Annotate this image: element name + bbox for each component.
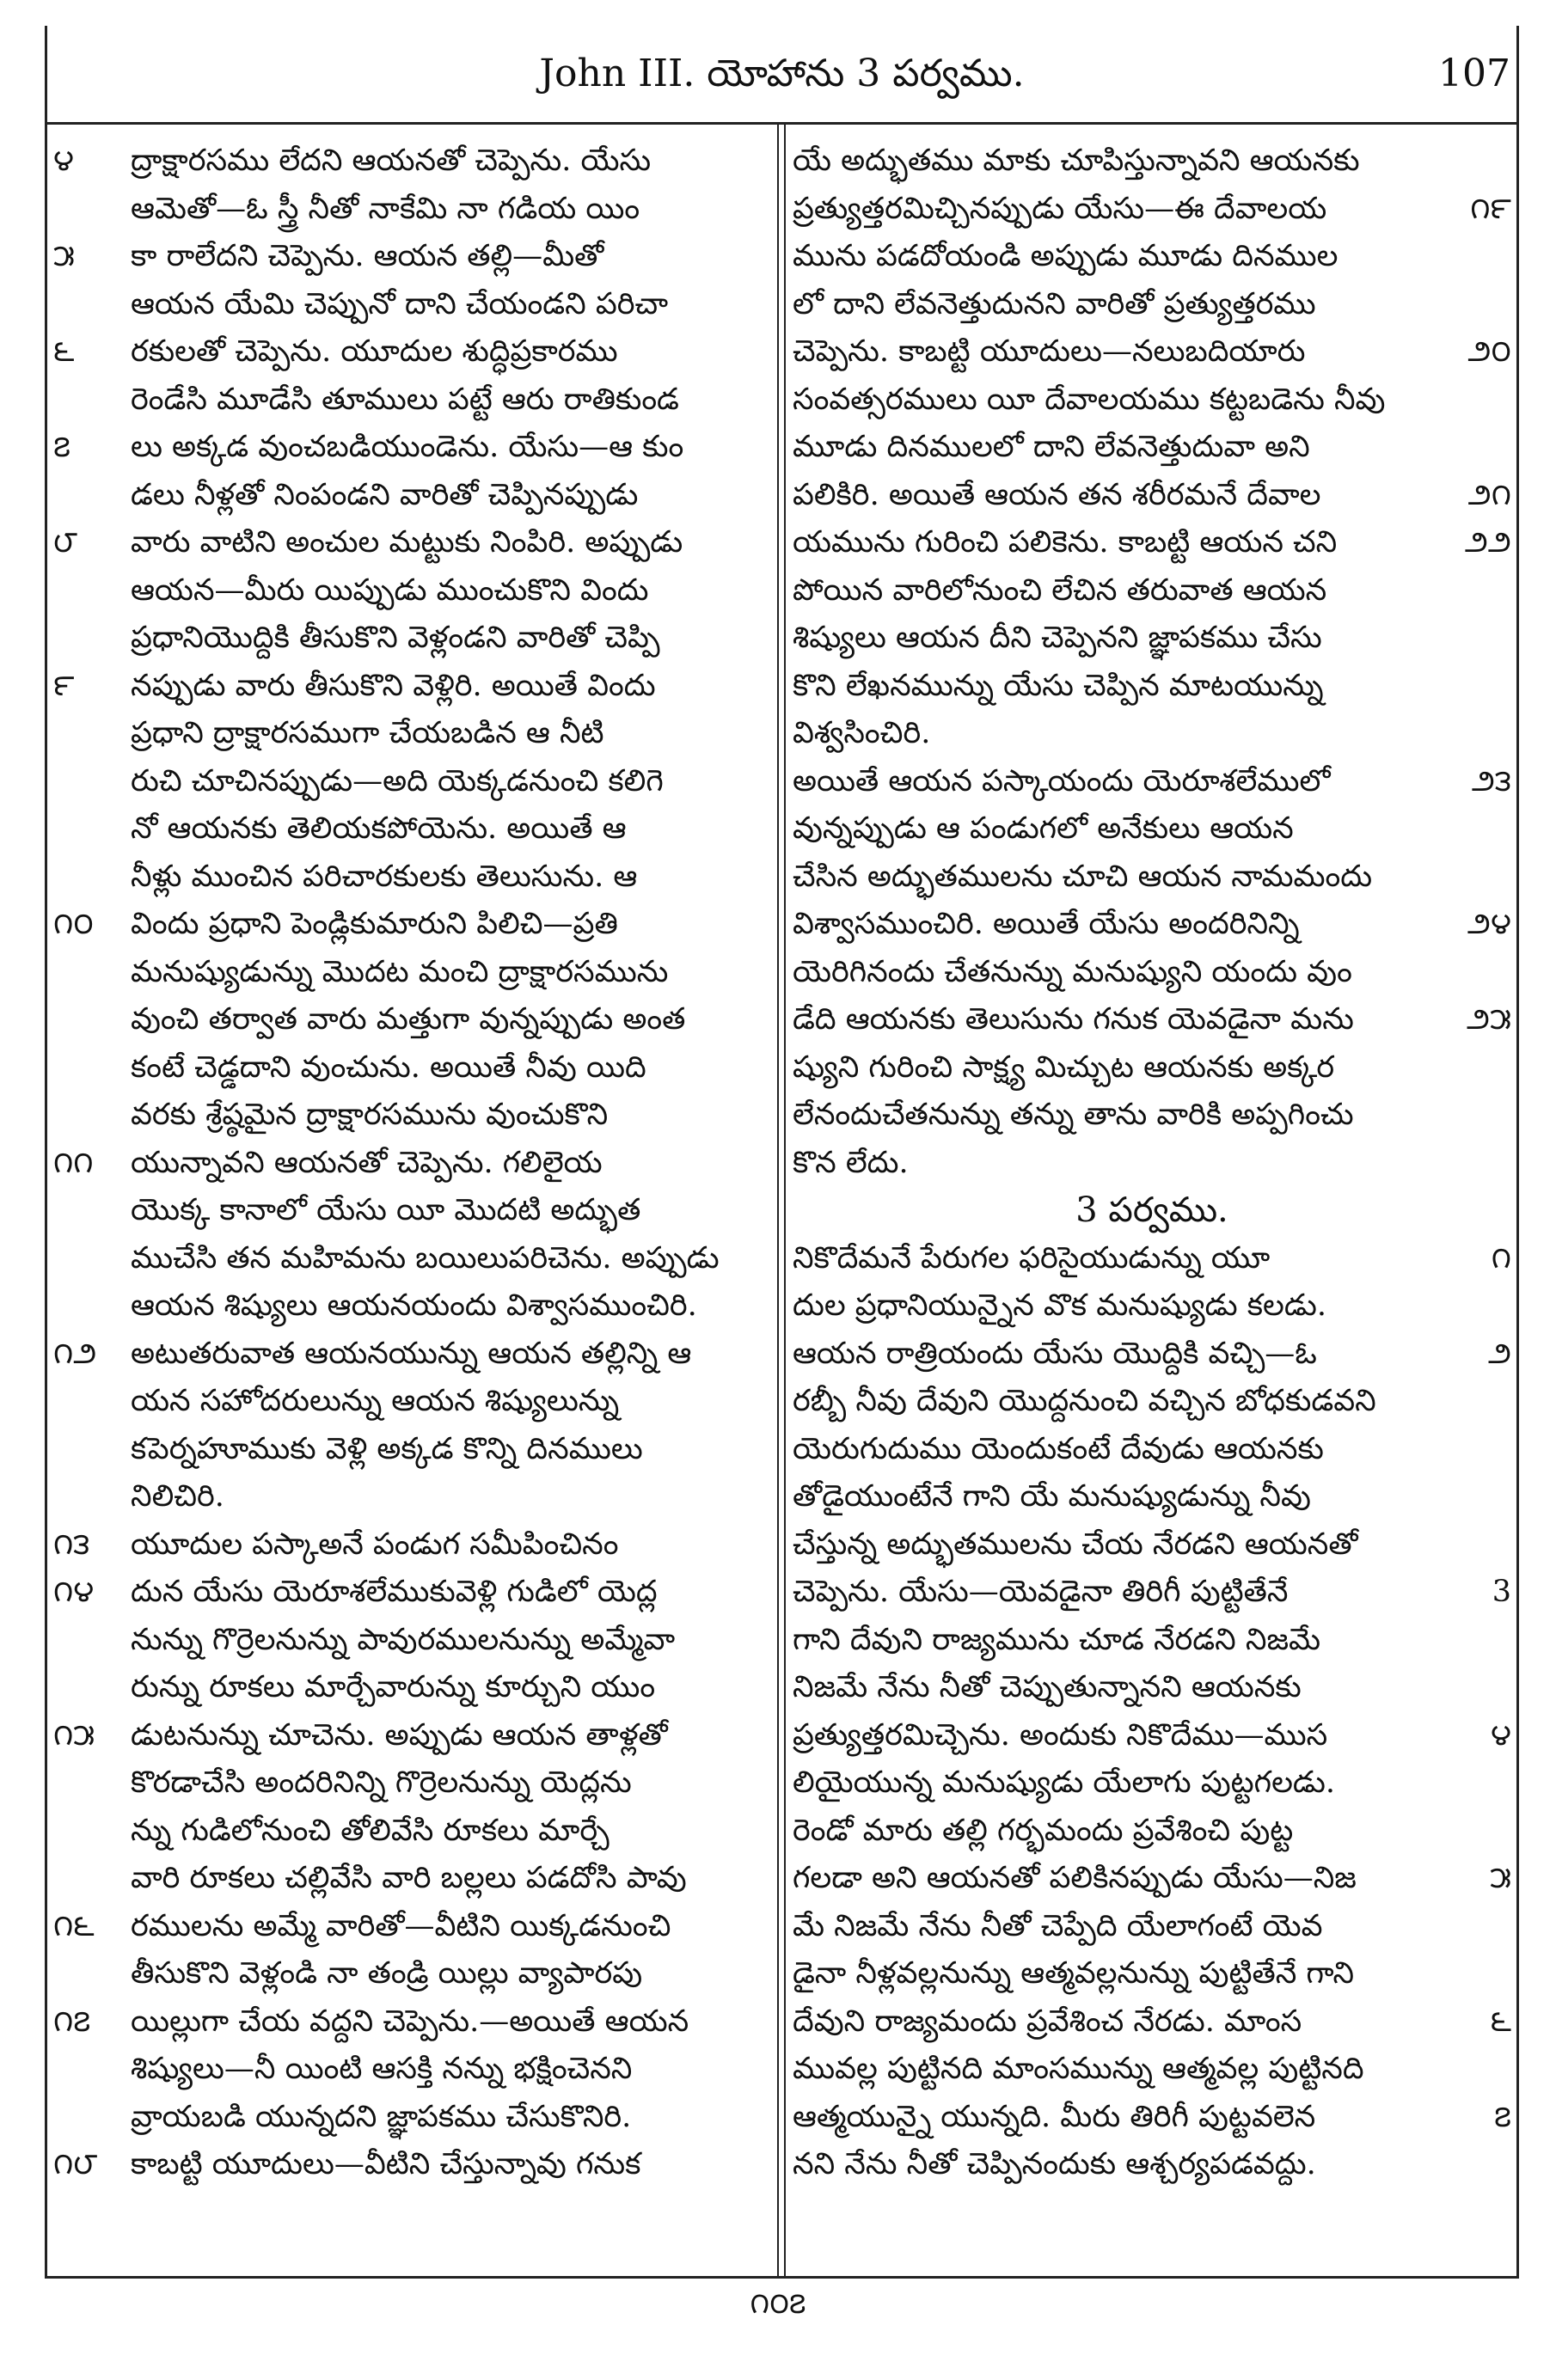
text-line	[53, 2046, 769, 2094]
text-line	[53, 1282, 769, 1331]
verse-text: వున్నప్పుడు ఆ పండుగలో అనేకులు ఆయన	[793, 811, 1294, 846]
verse-number: ౨౨	[1464, 525, 1511, 560]
text-line	[793, 2141, 1511, 2189]
verse-text: కొని లేఖనమున్ను యేసు చెప్పిన మాటయున్ను	[793, 668, 1324, 703]
verse-text: సంవత్సరములు యీ దేవాలయము కట్టబడెను నీవు	[793, 382, 1386, 417]
text-line	[53, 567, 769, 615]
verse-number: ౧౧	[53, 1145, 94, 1180]
text-line	[53, 1569, 769, 1617]
footer-number: ౧౦౭	[750, 2286, 806, 2321]
verse-text: మూడు దినములలో దాని లేవనెత్తుదువా అని	[793, 430, 1310, 464]
text-line	[53, 1378, 769, 1426]
verse-text: మువల్ల పుట్టినది మాంసమున్ను ఆత్మవల్ల పుట్టినది	[793, 2052, 1364, 2086]
text-line	[793, 1998, 1511, 2047]
verse-text: ఆయన—మీరు యిప్పుడు ముంచుకొని విందు	[131, 572, 649, 608]
text-line	[793, 138, 1511, 186]
text-line	[793, 1521, 1511, 1569]
verse-text: వుంచి తర్వాత వారు మత్తుగా వున్నప్పుడు అంత	[131, 1002, 686, 1037]
verse-text: అయితే ఆయన పస్కాయందు యెరూశలేములో	[793, 763, 1331, 798]
header-rule	[45, 122, 1519, 125]
verse-text: ద్రాక్షారసము లేదని ఆయనతో చెప్పెను. యేసు	[131, 144, 652, 178]
text-line	[53, 1664, 769, 1712]
text-line	[793, 1903, 1511, 1951]
verse-number: ౧౩	[53, 1527, 90, 1562]
text-line	[793, 1950, 1511, 1998]
text-line	[793, 2046, 1511, 2094]
frame-left-border	[45, 26, 47, 2278]
text-line	[793, 805, 1511, 853]
text-line	[53, 1092, 769, 1140]
verse-number: ౨౧	[1467, 477, 1511, 512]
verse-text: కపెర్నహూముకు వెళ్లి అక్కడ కొన్ని దినములు	[131, 1431, 643, 1466]
text-line	[793, 328, 1511, 376]
text-line	[53, 1187, 769, 1235]
text-line	[53, 615, 769, 663]
verse-number: ౬	[53, 334, 75, 369]
chapter-heading: 3 పర్వము.	[1075, 1190, 1228, 1230]
text-line	[793, 1092, 1511, 1140]
text-line	[793, 1808, 1511, 1856]
verse-text: వ్రాయబడి యున్నదని జ్ఞాపకము చేసుకొనిరి.	[131, 2099, 632, 2134]
verse-text: యున్నావని ఆయనతో చెప్పెను. గలిలైయ	[131, 1145, 603, 1180]
text-line	[53, 376, 769, 425]
verse-text: కొన లేదు.	[793, 1145, 909, 1180]
verse-text: పలికిరి. అయితే ఆయన తన శరీరమనే దేవాల	[793, 477, 1321, 512]
verse-text: యిల్లుగా చేయ వద్దని చెప్పెను.—అయితే ఆయన	[131, 2004, 689, 2039]
verse-text: గాని దేవుని రాజ్యమును చూడ నేరడని నిజమే	[793, 1622, 1321, 1657]
verse-number: ౧౪	[53, 1575, 95, 1609]
verse-text: మును పడదోయండి అప్పుడు మూడు దినముల	[793, 239, 1339, 273]
verse-number: ౨౦	[1467, 334, 1511, 369]
text-line	[53, 1235, 769, 1283]
verse-text: నో ఆయనకు తెలియకపోయెను. అయితే ఆ	[131, 811, 627, 846]
text-line	[53, 1617, 769, 1665]
verse-number: ౬	[1490, 2004, 1511, 2039]
verse-text: గలడా అని ఆయనతో పలికినప్పుడు యేసు—నిజ	[793, 1861, 1357, 1895]
verse-text: లియైయున్న మనుష్యుడు యేలాగు పుట్టగలడు.	[793, 1765, 1336, 1800]
text-line	[53, 1521, 769, 1569]
verse-text: ప్రత్యుత్తరమిచ్చెను. అందుకు నికొదేము—ముస	[793, 1717, 1328, 1753]
verse-number: ౧౬	[53, 1908, 95, 1943]
verse-text: ఆయన రాత్రియందు యేసు యొద్దికి వచ్చి—ఓ	[793, 1336, 1317, 1371]
text-line	[793, 1140, 1511, 1188]
verse-number: ౨	[1487, 1336, 1511, 1371]
column-divider	[777, 122, 779, 2276]
text-line	[53, 424, 769, 472]
verse-number: ౧౨	[53, 1336, 97, 1371]
text-line	[793, 519, 1511, 567]
text-line	[53, 1426, 769, 1474]
page-header	[45, 26, 1519, 122]
page-number: 107	[1438, 52, 1510, 95]
verse-number: ౧౦	[53, 907, 94, 941]
verse-text: మే నిజమే నేను నీతో చెప్పేది యేలాగంటే యెవ	[793, 1908, 1323, 1943]
verse-text: చెప్పెను. కాబట్టి యూదులు—నలుబదియారు	[793, 334, 1306, 369]
text-line	[793, 1378, 1511, 1426]
verse-text: అటుతరువాత ఆయనయున్ను ఆయన తల్లిన్ని ఆ	[131, 1336, 692, 1371]
verse-text: యొక్క కానాలో యేసు యీ మొదటి అద్భుత	[131, 1193, 641, 1227]
text-line	[793, 663, 1511, 711]
verse-number: ౯	[53, 668, 75, 703]
verse-number: ౪	[53, 144, 75, 178]
verse-text: దేవుని రాజ్యమందు ప్రవేశించ నేరడు. మాంస	[793, 2004, 1302, 2039]
text-line	[53, 949, 769, 997]
verse-text: తోడైయుంటేనే గాని యే మనుష్యుడున్ను నీవు	[793, 1479, 1311, 1514]
verse-text: దుల ప్రధానియున్నైన వొక మనుష్యుడు కలడు.	[793, 1288, 1326, 1323]
text-line	[53, 2141, 769, 2189]
verse-text: యమును గురించి పలికెను. కాబట్టి ఆయన చని	[793, 525, 1338, 560]
text-line	[53, 281, 769, 329]
text-line	[793, 186, 1511, 234]
verse-text: రబ్బీ నీవు దేవుని యొద్దనుంచి వచ్చిన బోధకుడవని	[793, 1384, 1376, 1418]
text-line	[53, 233, 769, 281]
verse-text: కా రాలేదని చెప్పెను. ఆయన తల్లి—మీతో	[131, 239, 604, 273]
verse-number: ౧౯	[1470, 191, 1511, 226]
text-line	[793, 281, 1511, 329]
verse-number: ౪	[1490, 1717, 1511, 1753]
text-line	[53, 1473, 769, 1521]
verse-text: తీసుకొని వెళ్లండి నా తండ్రి యిల్లు వ్యాపారపు	[131, 1956, 643, 1991]
verse-text: శిష్యులు ఆయన దీని చెప్పెనని జ్ఞాపకము చేసు	[793, 621, 1322, 655]
frame-right-border	[1516, 26, 1519, 2278]
text-line	[53, 901, 769, 949]
text-line	[793, 567, 1511, 615]
verse-text: చేసిన అద్భుతములను చూచి ఆయన నామమందు	[793, 859, 1373, 894]
verse-text: ముచేసి తన మహిమను బయిలుపరిచెను. అప్పుడు	[131, 1240, 720, 1276]
verse-number: ౫	[53, 239, 75, 273]
text-line	[793, 853, 1511, 902]
text-line	[793, 1235, 1511, 1283]
verse-text: విశ్వాసముంచిరి. అయితే యేసు అందరినిన్ని	[793, 907, 1300, 941]
verse-number: ౧౭	[53, 2004, 91, 2039]
text-line	[53, 1331, 769, 1379]
verse-number: ౧	[1491, 1240, 1511, 1276]
running-title: John III. యోహాను 3 పర్వము.	[539, 52, 1025, 95]
text-line	[53, 1759, 769, 1808]
verse-text: వారు వాటిని అంచుల మట్టుకు నింపిరి. అప్పుడు	[131, 525, 683, 560]
verse-text: వరకు శ్రేష్ఠమైన ద్రాక్షారసమును వుంచుకొని	[131, 1098, 609, 1132]
verse-text: డైనా నీళ్లవల్లనున్ను ఆత్మవల్లనున్ను పుట్టితేనే గాని	[793, 1956, 1355, 1991]
verse-text: డేది ఆయనకు తెలుసును గనుక యెవడైనా మను	[793, 1002, 1354, 1037]
verse-text: డుటనున్ను చూచెను. అప్పుడు ఆయన తాళ్లతో	[131, 1717, 668, 1753]
verse-text: నిలిచిరి.	[131, 1479, 224, 1514]
verse-text: రములను అమ్మే వారితో—వీటిని యిక్కడనుంచి	[131, 1908, 671, 1943]
verse-text: చెప్పెను. యేసు—యెవడైనా తిరిగీ పుట్టితేనే	[793, 1575, 1289, 1609]
verse-text: ప్రత్యుత్తరమిచ్చినప్పుడు యేసు—ఈ దేవాలయ	[793, 191, 1327, 226]
text-line	[53, 1712, 769, 1760]
text-line	[793, 1855, 1511, 1903]
text-line	[53, 186, 769, 234]
verse-number: ౭	[53, 430, 71, 464]
text-line	[793, 424, 1511, 472]
verse-text: విందు ప్రధాని పెండ్లికుమారుని పిలిచి—ప్రతి	[131, 907, 618, 941]
text-line	[793, 1569, 1511, 1617]
verse-text: లేనందుచేతనున్ను తన్ను తాను వారికి అప్పగించు	[793, 1098, 1354, 1132]
verse-text: నికొదేమనే పేరుగల ఫరిసైయుడున్ను యూ	[793, 1240, 1271, 1276]
verse-text: నప్పుడు వారు తీసుకొని వెళ్లిరి. అయితే విందు	[131, 668, 656, 703]
text-line	[53, 996, 769, 1044]
text-line	[793, 1473, 1511, 1521]
verse-text: నీళ్లు ముంచిన పరిచారకులకు తెలుసును. ఆ	[131, 859, 638, 894]
text-line	[53, 138, 769, 186]
verse-text: రెండో మారు తల్లి గర్భమందు ప్రవేశించి పుట్ట	[793, 1813, 1294, 1848]
text-line	[793, 949, 1511, 997]
verse-text: కంటే చెడ్డదాని వుంచును. అయితే నీవు యిది	[131, 1049, 646, 1085]
verse-text: న్ను గుడిలోనుంచి తోలివేసి రూకలు మార్చే	[131, 1813, 610, 1848]
text-line	[53, 1903, 769, 1951]
verse-text: ప్రధాని ద్రాక్షారసముగా చేయబడిన ఆ నీటి	[131, 716, 604, 750]
verse-text: యే అద్భుతము మాకు చూపిస్తున్నావని ఆయనకు	[793, 144, 1360, 178]
text-line	[53, 519, 769, 567]
verse-text: రుచి చూచినప్పుడు—అది యెక్కడనుంచి కలిగె	[131, 763, 664, 798]
verse-text: చేస్తున్న అద్భుతములను చేయ నేరడని ఆయనతో	[793, 1527, 1358, 1562]
text-line	[53, 2094, 769, 2142]
text-line	[53, 1140, 769, 1188]
verse-number: 3	[1492, 1575, 1511, 1609]
verse-text: కాబట్టి యూదులు—వీటిని చేస్తున్నావు గనుక	[131, 2147, 641, 2181]
verse-number: ౧౮	[53, 2147, 98, 2181]
text-line	[793, 1712, 1511, 1760]
text-line	[793, 1331, 1511, 1379]
verse-text: రున్ను రూకలు మార్చేవారున్ను కూర్చుని యుం	[131, 1670, 656, 1704]
verse-text: పోయిన వారిలోనుంచి లేచిన తరువాత ఆయన	[793, 572, 1327, 608]
text-line	[793, 996, 1511, 1044]
verse-text: రెండేసి మూడేసి తూములు పట్టే ఆరు రాతికుండ	[131, 382, 679, 417]
left-column	[53, 138, 769, 2189]
text-line	[793, 1426, 1511, 1474]
verse-text: యూదుల పస్కాఅనే పండుగ సమీపించినం	[131, 1527, 619, 1562]
verse-number: ౨౫	[1467, 1002, 1511, 1037]
verse-text: ఆత్మయున్నై యున్నది. మీరు తిరిగీ పుట్టవలెన	[793, 2099, 1316, 2134]
verse-text: కొరడాచేసి అందరినిన్ని గొర్రెలనున్ను యెద్లను	[131, 1765, 632, 1800]
text-line	[53, 1044, 769, 1092]
verse-text: డలు నీళ్లతో నింపండని వారితో చెప్పినప్పుడు	[131, 477, 639, 512]
verse-number: ౧౫	[53, 1717, 95, 1753]
text-line	[793, 2094, 1511, 2142]
text-line	[793, 472, 1511, 520]
text-line	[53, 1998, 769, 2047]
verse-text: లు అక్కడ వుంచబడియుండెను. యేసు—ఆ కుం	[131, 430, 684, 464]
verse-text: ష్యుని గురించి సాక్ష్య మిచ్చుట ఆయనకు అక్కర	[793, 1049, 1335, 1085]
text-line	[53, 758, 769, 806]
text-line	[793, 1759, 1511, 1808]
verse-text: ఆమెతో—ఓ స్త్రీ నీతో నాకేమి నా గడియ యిం	[131, 191, 640, 226]
verse-text: యెరుగుదుము యెందుకంటే దేవుడు ఆయనకు	[793, 1431, 1324, 1466]
verse-text: లో దాని లేవనెత్తుదునని వారితో ప్రత్యుత్తరము	[793, 286, 1316, 321]
verse-text: ఆయన శిష్యులు ఆయనయందు విశ్వాసముంచిరి.	[131, 1288, 697, 1323]
text-line	[53, 663, 769, 711]
text-line	[53, 805, 769, 853]
right-column	[793, 138, 1511, 2189]
text-line	[53, 1808, 769, 1856]
text-line	[793, 615, 1511, 663]
text-line	[53, 710, 769, 758]
text-line	[53, 853, 769, 902]
verse-number: ౮	[53, 525, 78, 560]
text-line	[793, 1664, 1511, 1712]
verse-text: దున యేసు యెరూశలేముకువెళ్లి గుడిలో యెద్ల	[131, 1575, 658, 1609]
verse-text: నిజమే నేను నీతో చెప్పుతున్నానని ఆయనకు	[793, 1670, 1302, 1704]
verse-text: శిష్యులు—నీ యింటి ఆసక్తి నన్ను భక్షించెనని	[131, 2052, 633, 2086]
verse-text: రకులతో చెప్పెను. యూదుల శుద్ధిప్రకారము	[131, 334, 618, 369]
frame-bottom-border	[45, 2276, 1519, 2279]
verse-number: ౭	[1493, 2099, 1511, 2134]
verse-text: నని నేను నీతో చెప్పినందుకు ఆశ్చర్యపడవద్దు.	[793, 2147, 1316, 2181]
text-line	[793, 1044, 1511, 1092]
column-divider-second	[784, 122, 786, 2276]
text-line	[793, 1617, 1511, 1665]
text-line	[793, 1282, 1511, 1331]
text-line	[793, 758, 1511, 806]
text-line	[53, 472, 769, 520]
verse-text: నున్ను గొర్రెలనున్ను పావురములనున్ను అమ్మేవా	[131, 1622, 676, 1657]
verse-number: ౨౪	[1467, 907, 1511, 941]
text-line	[53, 328, 769, 376]
verse-text: యన సహోదరులున్ను ఆయన శిష్యులున్ను	[131, 1384, 620, 1418]
scripture-page	[45, 26, 1519, 2278]
verse-number: ౫	[1490, 1861, 1511, 1895]
text-line	[793, 710, 1511, 758]
verse-text: వారి రూకలు చల్లివేసి వారి బల్లలు పడదోసి పావు	[131, 1861, 687, 1895]
text-line	[793, 901, 1511, 949]
text-line	[793, 233, 1511, 281]
verse-number: ౨౩	[1471, 763, 1511, 798]
text-line	[53, 1950, 769, 1998]
verse-text: ప్రధానియొద్దికి తీసుకొని వెళ్లండని వారితో చెప్పి	[131, 621, 660, 655]
text-line	[53, 1855, 769, 1903]
verse-text: మనుష్యుడున్ను మొదట మంచి ద్రాక్షారసమును	[131, 954, 669, 989]
verse-text: విశ్వసించిరి.	[793, 716, 931, 750]
verse-text: యెరిగినందు చేతనున్ను మనుష్యుని యందు వుం	[793, 954, 1352, 989]
verse-text: ఆయన యేమి చెప్పునో దాని చేయండని పరిచా	[131, 286, 669, 321]
text-line	[793, 376, 1511, 425]
